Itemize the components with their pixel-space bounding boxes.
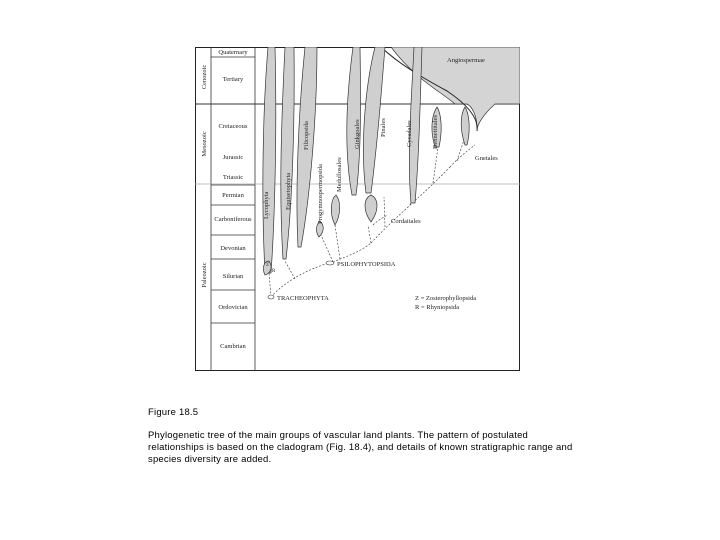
period-cretaceous: Cretaceous xyxy=(218,123,248,130)
psilophytopsida-node xyxy=(326,261,334,265)
period-triassic: Triassic xyxy=(222,174,244,181)
taxon-label-equisetophyta: Equisetophyta xyxy=(285,172,292,210)
taxon-label-gnetales: Gnetales xyxy=(475,155,498,162)
period-quaternary: Quaternary xyxy=(218,49,248,56)
taxon-label-cordaitales: Cordaitales xyxy=(391,218,421,225)
legend-zosterophyllopsida: Z = Zosterophyllopsida xyxy=(415,295,477,302)
era-label-paleozoic: Paleozoic xyxy=(201,262,208,288)
tracheophyta-node xyxy=(268,295,274,299)
caption-text: Phylogenetic tree of the main groups of vascular land plants. The pattern of postulated relationships is based on the cladogram (Fig. 18.4), and details of known stratigraphic range and species diversity are added. xyxy=(148,430,573,465)
taxon-label-bennettitales: Bennettitales xyxy=(432,115,439,149)
period-permian: Permian xyxy=(222,192,244,199)
period-cambrian: Cambrian xyxy=(220,343,246,350)
taxon-label-medullosales: Medullosales xyxy=(336,157,343,192)
taxon-label-progymnospermopsida: Progymnospermopsida xyxy=(317,164,324,224)
period-carboniferous: Carboniferous xyxy=(214,216,252,223)
taxon-label-filicopsida: Filicopsida xyxy=(303,121,310,150)
zr-mark-r: R xyxy=(272,269,276,274)
period-silurian: Silurian xyxy=(222,273,244,280)
period-devonian: Devonian xyxy=(220,245,246,252)
legend-rhyniopsida: R = Rhyniopsida xyxy=(415,304,460,311)
taxon-label-lycophyta: Lycophyta xyxy=(263,191,270,219)
period-jurassic: Jurassic xyxy=(222,154,244,161)
figure-caption xyxy=(148,407,578,466)
era-label-cenozoic: Cenozoic xyxy=(201,64,208,90)
zr-mark-z: Z xyxy=(266,263,270,268)
taxon-label-angiospermae: Angiospermae xyxy=(447,57,485,64)
period-ordovician: Ordovician xyxy=(218,304,248,311)
taxon-label-cycadales: Cycadales xyxy=(406,120,413,147)
taxon-label-ginkgoales: Ginkgoales xyxy=(354,119,361,149)
taxon-label-pinales: Pinales xyxy=(380,118,387,137)
era-label-mesozoic: Mesozoic xyxy=(201,131,208,157)
period-tertiary: Tertiary xyxy=(222,76,244,83)
figure-number: Figure 18.5 xyxy=(148,407,199,418)
clade-label-psilophytopsida: PSILOPHYTOPSIDA xyxy=(337,261,396,268)
clade-label-tracheophyta: TRACHEOPHYTA xyxy=(277,295,329,302)
phylogenetic-tree-figure xyxy=(195,47,520,371)
